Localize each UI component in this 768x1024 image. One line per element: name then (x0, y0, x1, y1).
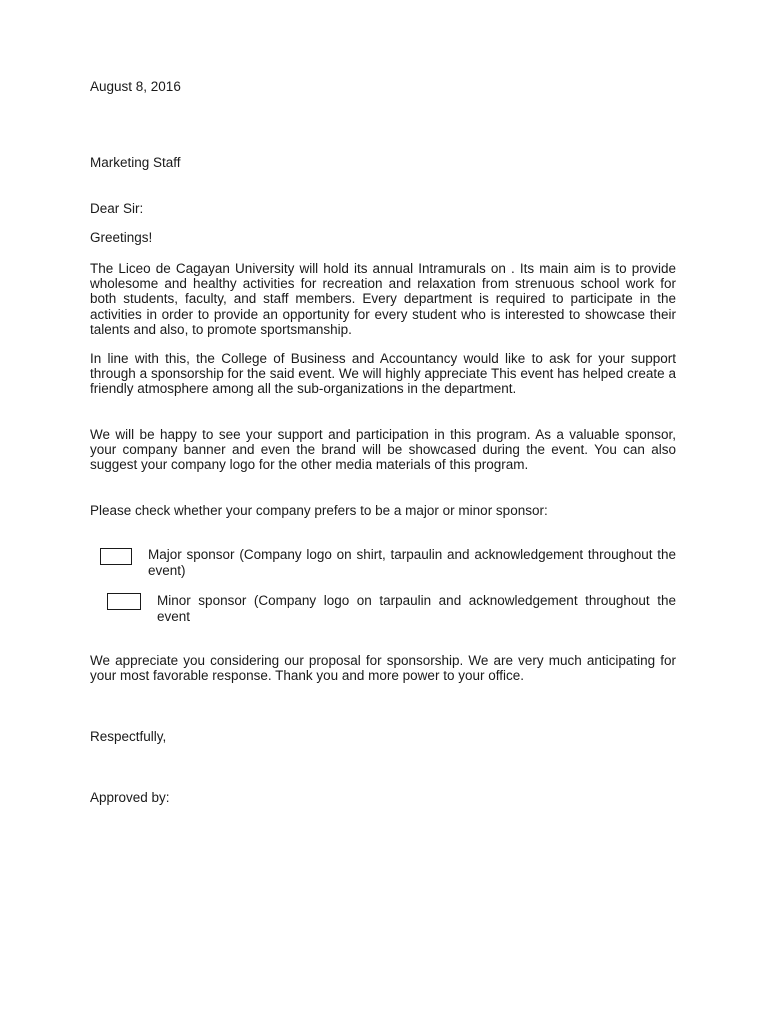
letter-date: August 8, 2016 (90, 79, 181, 94)
paragraph-request: In line with this, the College of Business and Accountancy would like to ask for your support through a sponsorship for the said event. We will highly appreciate This event has helped create a friendly atmosphere among all the sub-organizations in the department. (90, 351, 676, 397)
check-prompt: Please check whether your company prefers to be a major or minor sponsor: (90, 503, 548, 518)
minor-sponsor-label: Minor sponsor (Company logo on tarpaulin and acknowledgement throughout the event (157, 593, 676, 624)
minor-sponsor-checkbox[interactable] (107, 593, 141, 610)
major-sponsor-checkbox[interactable] (100, 548, 132, 565)
salutation: Dear Sir: (90, 201, 144, 216)
paragraph-closing: We appreciate you considering our proposal for sponsorship. We are very much anticipating for your most favorable response. Thank you and more power to your office. (90, 653, 676, 684)
approval-line: Approved by: (90, 790, 170, 805)
paragraph-intro: The Liceo de Cagayan University will hold its annual Intramurals on . Its main aim is to provide wholesome and healthy activities for recreation and relaxation from strenuous school work for both students, faculty, and staff members. Every department is required to participate in the activities in order to provide an opportunity for every student who is interested to showcase their talents and also, to promote sportsmanship. (90, 261, 676, 337)
valediction: Respectfully, (90, 729, 167, 744)
greeting: Greetings! (90, 230, 153, 245)
recipient: Marketing Staff (90, 155, 181, 170)
major-sponsor-label: Major sponsor (Company logo on shirt, tarpaulin and acknowledgement throughout the event) (148, 547, 676, 578)
paragraph-benefits: We will be happy to see your support and participation in this program. As a valuable sponsor, your company banner and even the brand will be showcased during the event. You can also suggest your company logo for the other media materials of this program. (90, 427, 676, 473)
